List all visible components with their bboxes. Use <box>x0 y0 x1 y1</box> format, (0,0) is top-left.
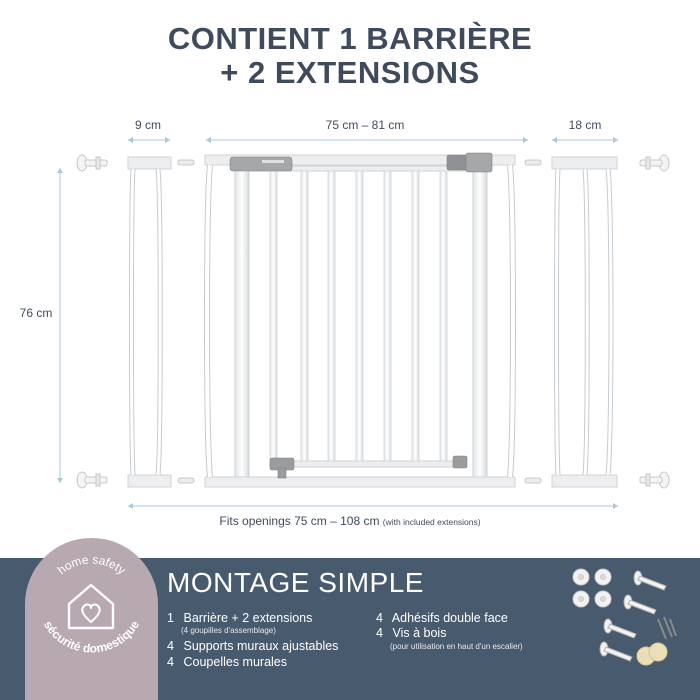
right-extension <box>552 157 617 487</box>
hardware-parts-illustration <box>566 564 686 674</box>
wall-support-right-bottom <box>640 472 669 488</box>
right-extension-width-label: 18 cm <box>568 118 602 132</box>
list-item: 4 Adhésifs double face <box>376 611 508 625</box>
gate-bars <box>270 171 447 461</box>
fits-note: (with included extensions) <box>382 517 481 527</box>
list-item: 4 Vis à bois <box>376 626 447 640</box>
wall-cup-icons <box>573 569 611 607</box>
list-item-note: (4 goupilles d'assemblage) <box>181 626 276 635</box>
wood-screw-icons <box>658 617 676 639</box>
list-item: 1 Barrière + 2 extensions <box>167 611 313 625</box>
house-icon <box>69 585 113 628</box>
headline-line-1: CONTIENT 1 BARRIÈRE <box>167 21 533 56</box>
adhesive-pad-icons <box>637 643 667 665</box>
wall-support-right-top <box>640 155 669 171</box>
gate-width-label: 75 cm – 81 cm <box>325 118 405 132</box>
left-extension <box>128 157 171 487</box>
montage-title: MONTAGE SIMPLE <box>167 567 424 598</box>
list-item: 4 Coupelles murales <box>167 655 288 669</box>
home-safety-badge <box>25 538 158 700</box>
headline-line-2: + 2 EXTENSIONS <box>220 55 480 90</box>
badge-bottom-text: sécurité domestique <box>40 618 143 656</box>
fits-main: Fits openings 75 cm – 108 cm <box>219 514 380 528</box>
list-item-note: (pour utilisation en haut d'un escalier) <box>390 642 523 651</box>
fits-openings-text <box>0 514 700 528</box>
badge-top-text: home safety <box>54 552 129 578</box>
list-item: 4 Supports muraux ajustables <box>167 639 339 653</box>
wall-support-left-top <box>77 155 107 171</box>
left-extension-width-label: 9 cm <box>134 118 161 132</box>
wall-support-left-bottom <box>77 472 107 488</box>
dimension-lines <box>57 137 618 509</box>
height-label: 76 cm <box>19 306 53 320</box>
